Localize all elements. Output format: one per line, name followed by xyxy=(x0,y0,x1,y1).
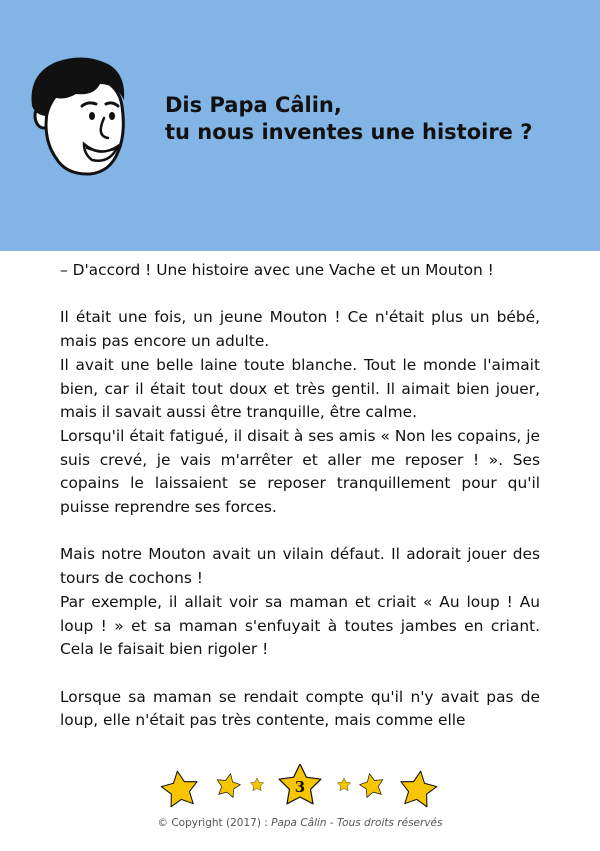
header-banner xyxy=(0,0,600,251)
dialogue-line: – D'accord ! Une histoire avec une Vache et un Mouton ! xyxy=(60,261,494,279)
paragraph: Il avait une belle laine toute blanche. Tout le monde l'aimait bien, car il était tout doux et très gentil. Il aimait bien jouer, mais il savait aussi être tranquille, être calme. xyxy=(60,355,540,422)
paragraph: Par exemple, il allait voir sa maman et criait « Au loup ! Au loup ! » et sa maman s'enfuyait à toutes jambes en criant. Cela le faisait bien rigoler ! xyxy=(60,592,540,659)
copyright-owner: Papa Câlin - Tous droits réservés xyxy=(271,817,443,829)
papa-calin-face-icon xyxy=(26,54,130,178)
paragraph: Lorsque sa maman se rendait compte qu'il n'y avait pas de loup, elle n'était pas très contente, mais comme elle xyxy=(60,687,540,730)
story-text xyxy=(60,259,540,733)
copyright-prefix: © Copyright (2017) : xyxy=(157,817,272,829)
title-line-2: tu nous inventes une histoire ? xyxy=(165,120,533,144)
page-number: 3 xyxy=(294,778,306,796)
star-icon xyxy=(250,778,263,791)
star-icon xyxy=(337,778,350,791)
paragraph: Lorsqu'il était fatigué, il disait à ses amis « Non les copains, je suis crevé, je vais m'arrêter et aller me reposer ! ». Ses copains le laissaient se reposer tranquillement pour qu'il puisse reprendre ses forces. xyxy=(60,426,540,517)
paragraph: Il était une fois, un jeune Mouton ! Ce n'était plus un bébé, mais pas encore un adulte. xyxy=(60,308,540,351)
star-icon xyxy=(214,771,242,798)
page-number-stars xyxy=(160,764,440,812)
star-icon xyxy=(160,769,200,808)
page-title xyxy=(165,92,585,146)
star-icon xyxy=(358,771,386,798)
paragraph: Mais notre Mouton avait un vilain défaut. Il adorait jouer des tours de cochons ! xyxy=(60,545,540,588)
title-line-1: Dis Papa Câlin, xyxy=(165,93,342,117)
star-icon xyxy=(398,769,439,808)
copyright-notice xyxy=(0,817,600,829)
